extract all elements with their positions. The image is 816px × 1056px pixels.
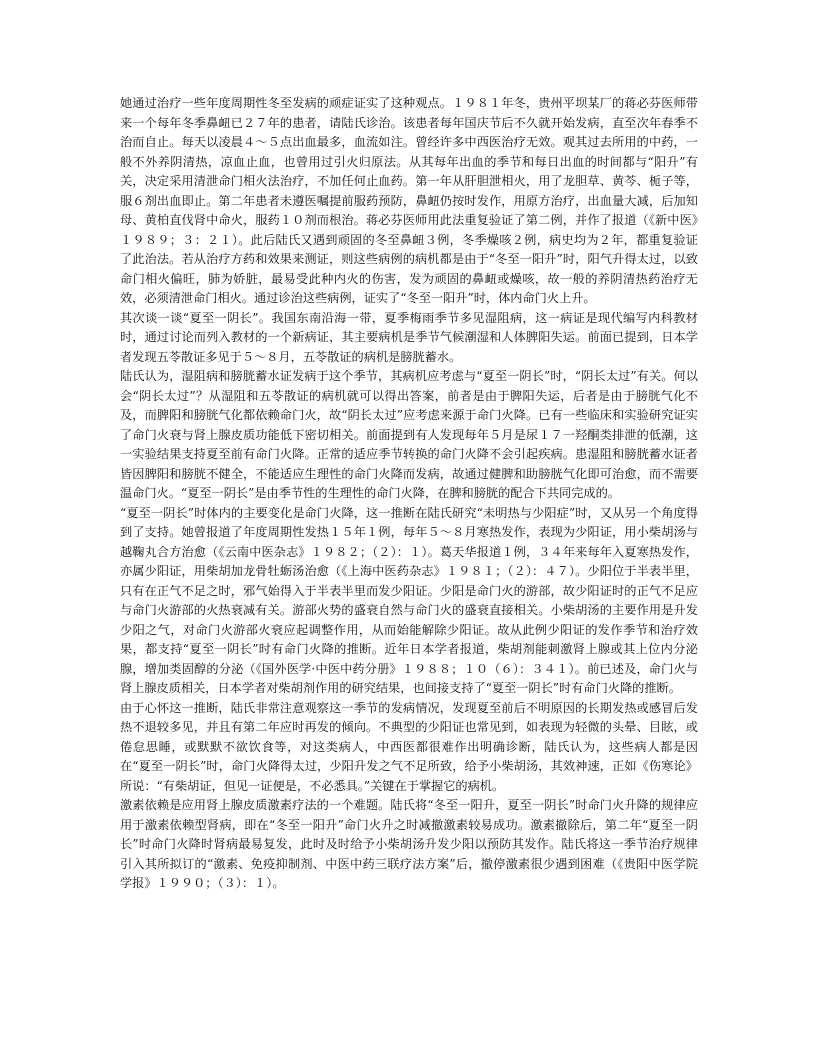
- paragraph-winter-nosebleed: 她通过治疗一些年度周期性冬至发病的顽症证实了这种观点。１９８１年冬，贵州平坝某厂的蒋必芬医师带来一个每年冬季鼻衄已２７年的患者，请陆氏诊治。该患者每年国庆节后不久就开始发病，直至次年春季不治而自止。每天以凌晨４～５点出血最多，血流如注。曾经许多中西医治疗无效。观其过去所用的中药，一般不外养阴清热，凉血止血，也曾用过引火归原法。从其每年出血的季节和每日出血的时间都与“阳升”有关，决定采用清泄命门相火法治疗，不加任何止血药。第一年从肝胆泄相火，用了龙胆草、黄芩、栀子等，服６剂出血即止。第二年患者未遵医嘱提前服药预防，鼻衄仍按时发作，用原方治疗，出血量大减，后加知母、黄柏直伐肾中命火，服药１０剂而根治。蒋必芬医师用此法重复验证了第二例，并作了报道（《新中医》１９８９；３：２１）。此后陆氏又遇到顽固的冬至鼻衄３例，冬季燥咳２例，病史均为２年，都重复验证了此治法。若从治疗方药和效果来测证，则这些病例的病机都是由于“冬至一阳升”时，阳气升得太过，以致命门相火偏旺，肺为娇脏，最易受此种内火的伤害，发为顽固的鼻衄或燥咳，故一般的养阴清热药治疗无效，必须清泄命门相火。通过诊治这些病例，证实了“冬至一阳升”时，体内命门火上升。: [120, 96, 698, 305]
- paragraph-yin-excess: 陆氏认为，湿阻病和膀胱蓄水证发病于这个季节，其病机应考虑与“夏至一阴长”时，“阴长太过”有关。何以会“阴长太过”？从湿阻和五苓散证的病机就可以得出答案，前者是由于脾阳失运，后者是由于膀胱气化不及，而脾阳和膀胱气化都依赖命门火，故“阴长太过”应考虑来源于命门火降。已有一些临床和实验研究证实了命门火衰与肾上腺皮质功能低下密切相关。前面提到有人发现每年５月是尿１７一羟酮类排泄的低潮，这一实验结果支持夏至前有命门火降。正常的适应季节转换的命门火降不会引起疾病。患湿阻和膀胱蓄水证者皆因脾阳和膀胱不健全，不能适应生理性的命门火降而发病，故通过健脾和助膀胱气化即可治愈，而不需要温命门火。“夏至一阴长”是由季节性的生理性的命门火降，在脾和膀胱的配合下共同完成的。: [120, 369, 698, 500]
- paragraph-steroid-dependence: 激素依赖是应用肾上腺皮质激素疗法的一个难题。陆氏将“冬至一阳升，夏至一阴长”时命门火升降的规律应用于激素依赖型肾病，即在“冬至一阳升”命门火升之时减撤激素较易成功。激素撤除后，第二年“夏至一阴长”时命门火降时肾病最易复发，此时及时给予小柴胡汤升发少阳以预防其发作。陆氏将这一季节治疗规律引入其所拟订的“激素、免疫抑制剂、中医中药三联疗法方案”后，撤停激素很少遇到困难（《贵阳中医学院学报》１９９０；（３）：１）。: [120, 798, 698, 890]
- paragraph-shaoyang-fever: “夏至一阴长”时体内的主要变化是命门火降，这一推断在陆氏研究“未明热与少阳症”时，又从另一个角度得到了支持。她曾报道了年度周期性发热１５年１例，每年５～８月寒热发作，表现为少阳证，用小柴胡汤与越鞠丸合方治愈（《云南中医杂志》１９８２；（２）：１）。葛天华报道１例，３４年来每年入夏寒热发作，亦属少阳证，用柴胡加龙骨牡蛎汤治愈（《上海中医药杂志》１９８１；（２）：４７）。少阳位于半表半里，只有在正气不足之时，邪气始得入于半表半里而发少阳证。少阳是命门火的游部，故少阳证时的正气不足应与命门火游部的火热衰减有关。游部火势的盛衰自然与命门火的盛衰直接相关。小柴胡汤的主要作用是升发少阳之气，对命门火游部火衰应起调整作用，从而始能解除少阳证。故从此例少阳证的发作季节和治疗效果，都支持“夏至一阴长”时有命门火降的推断。近年日本学者报道，柴胡剂能刺激肾上腺或其上位内分泌腺，增加类固醇的分泌（《国外医学·中医中药分册》１９８８；１０（６）：３４１）。前已述及，命门火与肾上腺皮质相关，日本学者对柴胡剂作用的研究结果，也间接支持了“夏至一阴长”时有命门火降的推断。: [120, 505, 698, 695]
- document-body: [120, 94, 698, 894]
- paragraph-clinical-observation: 由于心怀这一推断，陆氏非常注意观察这一季节的发病情况，发现夏至前后不明原因的长期发热或感冒后发热不退较多见，并且有第二年应时再发的倾向。不典型的少阳证也常见到，如表现为轻微的头晕、目眩，或倦怠思睡，或默默不欲饮食等，对这类病人，中西医都很难作出明确诊断，陆氏认为，这些病人都是因在“夏至一阴长”时，命门火降得太过，少阳升发之气不足所致，给予小柴胡汤，其效神速，正如《伤寒论》所说：“有柴胡证，但见一证便是，不必悉具。”关键在于掌握它的病机。: [120, 700, 698, 793]
- paragraph-summer-dampness: 其次谈一谈“夏至一阴长”。我国东南沿海一带，夏季梅雨季节多见湿阻病，这一病证是现代编写内科教材时，通过讨论而列入教材的一个新病证，其主要病机是季节气候潮湿和人体脾阳失运。前面已提到，日本学者发现五苓散证多见于５～８月，五苓散证的病机是膀胱蓄水。: [120, 310, 698, 364]
